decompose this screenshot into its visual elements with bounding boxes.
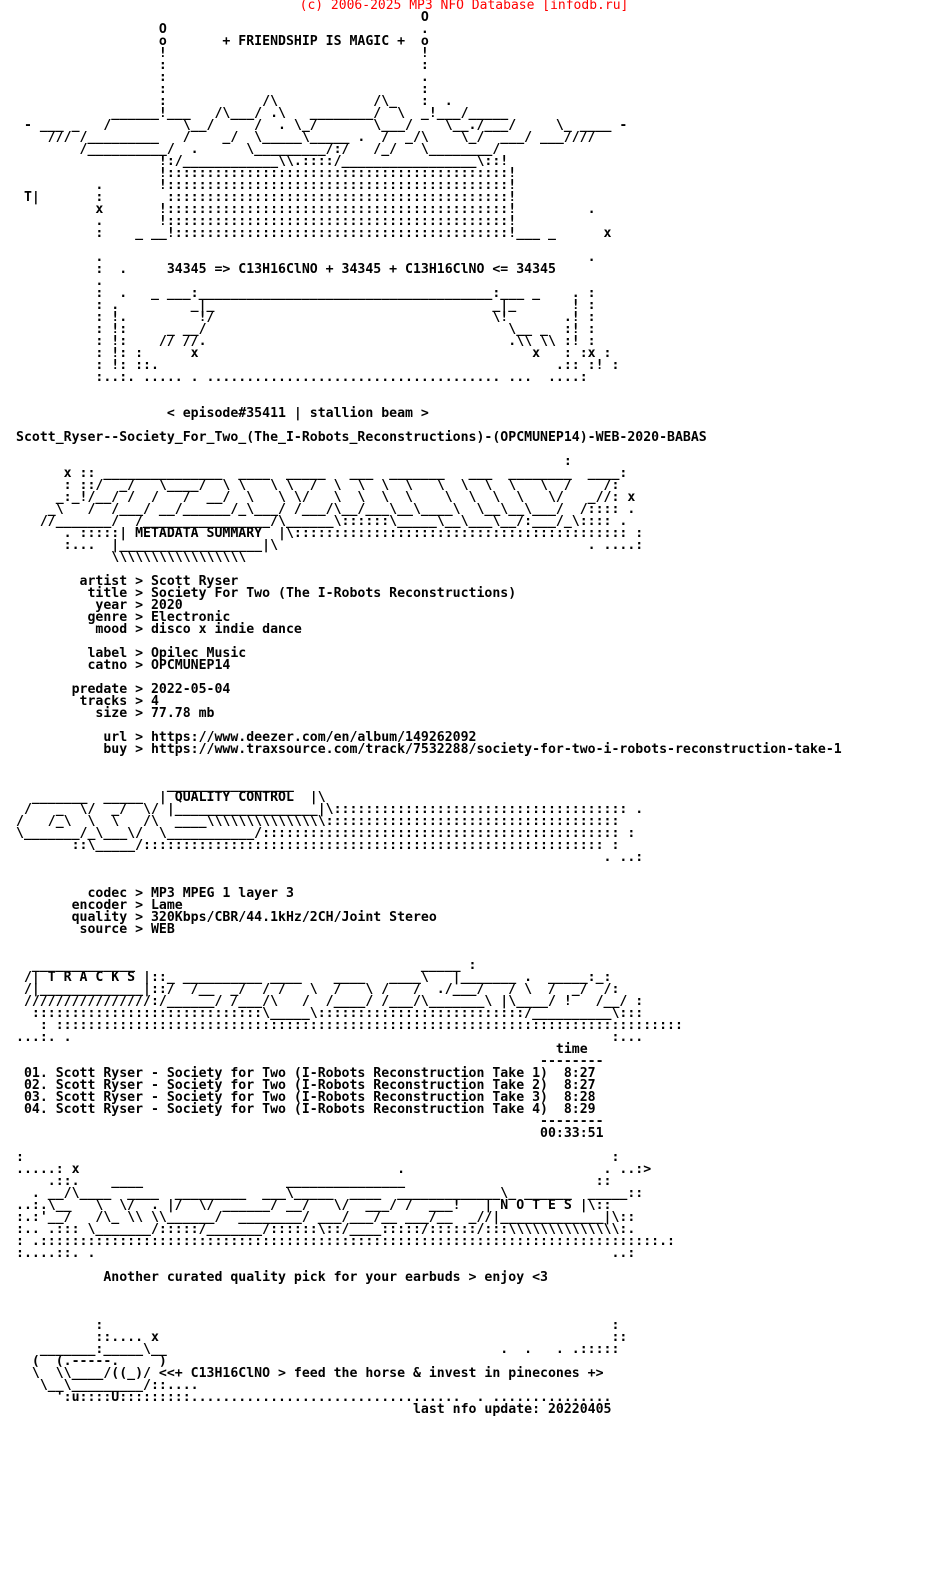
- nfo-text: O O . o + FRIENDSHIP IS MAGIC + o ! ! : : : . : : : /\ /\_ : . ______!___ /\___/ .\ ________/ \ _!___/_____ - ___ _ / \__/ / . \_/ \___/ \__./___/ \_ ____ - /// /_________ / _/ \_____\_____ . / _/\ \_/ ___/ ___//// /__________/ . \_________/:/ /_/ \________/ !:/____________\\.::::/_________________\::! !:::::::::::::::::::::::::::::::::::::::::::! . !:::::::::::::::::::::::::::::::::::::::::::! T| : :::::::::::::::::::::::::::::::::::::::::::! x !:::::::::::::::::::::::::::::::::::::::::::! . . !:::::::::::::::::::::::::::::::::::::::::::! : _ __!::::::::::::::::::::::::::::::::::::::::::!___ _ x . . : . 34345 => C13H16ClNO + 34345 + C13H16ClNO <= 34345 . : . _ ___:_____________________________________:___ _ . : : . _|_ _|_ ! : : !. !/ \! .! : : !: _ __/ \__ _ :! : : !: // //. .\\ \\ :! : : !: : x x : :x : : !: ::. .:: :! : :..:. ..... . ..................................... ... ....: < episode#35411 | stallion beam > Scott_Ryser--Society_For_Two_(The_I-Robots_Reconstructions)-(OPCMUNEP14)-WEB-2020-BABAS : x :: _______________ ____ _____ ___ _______ ___ ________ ____: : ::/ _/ \____/ \ \ \ \ / \ \ \ \ \ \ \ \ \ / /: _:_!/__/ / / / __/ \ \ \/ \ \ \ \ \ \ \ \ \/ _//: x _\ / /___/ __/______/_\___/ /___/\__/___\__\____\ \__\__\___/ /:::: . //_______/ /________________/\______\::::::\_____\__\___\__/:___/_\:::: . . :::::| METADATA SUMMARY |\:::::::::::::::::::::::::::::::::::::::::: : :... |__________________|\ . ....: \\\\\\\\\\\\\\\\\ artist > Scott Ryser title > Society For Two (The I-Robots Reconstructions) year > 2020 genre > Electronic mood > disco x indie dance label > Opilec Music catno > OPCMUNEP14 predate > 2022-05-04 tracks > 4 size > 77.78 mb url > https://www.deezer.com/en/album/149262092 buy > https://www.traxsource.com/track/7532288/society-for-two-i-robots-reconstruction-take-1 ________________ _______ _____ | QUALITY CONTROL |\ / _ \/ _/ \/ |__________________|\::::::::::::::::::::::::::::::::::::: . / /_\ \ \ /\ ____\\\\\\\\\\\\\\\::::::::::::::::::::::::::::::::::::: \_______/_\___\/ \___________/::::::::::::::::::::::::::::::::::::::::::::: : ::\_____/:::::::::::::::::::::::::::::::::::::::::::::::::::::::::: : . ..: codec > MP3 MPEG 1 layer 3 encoder > Lame quality > 320Kbps/CBR/44.1kHz/2CH/Joint Stereo source > WEB _____________ _____ : /| T R A C K S |::_ __________ ____ ____ ____\ |_______ . _____:_: /|_____________|::/ /__ _/ / / \ / \ / / ./___/ / \ / _/ /: ////////////////:/______/ /___/\ / /____/ /___/\_______\ |\____/ ! /__/ : :::::::::::::::::::::::::::::\_____\::::::::::::::::::::::::::/__________\::: : ::::::::::::::::::::::::::::::::::::::::::::::::::::::::::::::::::::::::::::::: ...:. . :... time -------- 01. Scott Ryser - Society for Two (I-Robots Reconstruction Take 1) 8:27 02. Scott Ryser - Society for Two (I-Robots Reconstruction Take 2) 8:27 03. Scott Ryser - Society for Two (I-Robots Reconstruction Take 3) 8:28 04. Scott Ryser - Society for Two (I-Robots Reconstruction Take 4) 8:29 -------- 00:33:51 : : .....: x . . ..:> .::. ____ _______________ :: . __/\____ ____ _________ ___\_____ ____ _____________\_ ______ _____:: ..:.\__ \ \/ . |/ \/ ______/ __/ \/ ___/ / ___! | N O T E S |\:: :.:'__/ /\_ \\ \\______/ ________/ ___/___/__ ___/__ _//|_____________|\:: :.. .::: \_______/:::::/_______/::::::\::/____:::::/::::::/:::\\\\\\\\\\\\\\:. : .::::::::::::::::::::::::::::::::::::::::::::::::::::::::::::::::::::::::::::::.: :....::. . ..: Another curated quality pick for your earbuds > enjoy <3 : : ::.... x :: _______:_____\__ . . . .::::: ( (.-----. ) \ \\____/((_)/ <<+ C13H16ClNO > feed the horse & invest in pinecones +> \__\_________/::.... ':u::::U:::::::::.................................. . ............... last nfo update: 20220405: [16, 10, 842, 1417]
- site-copyright-header: (c) 2006-2025 MP3 NFO Database [infodb.ru]: [299, 0, 629, 13]
